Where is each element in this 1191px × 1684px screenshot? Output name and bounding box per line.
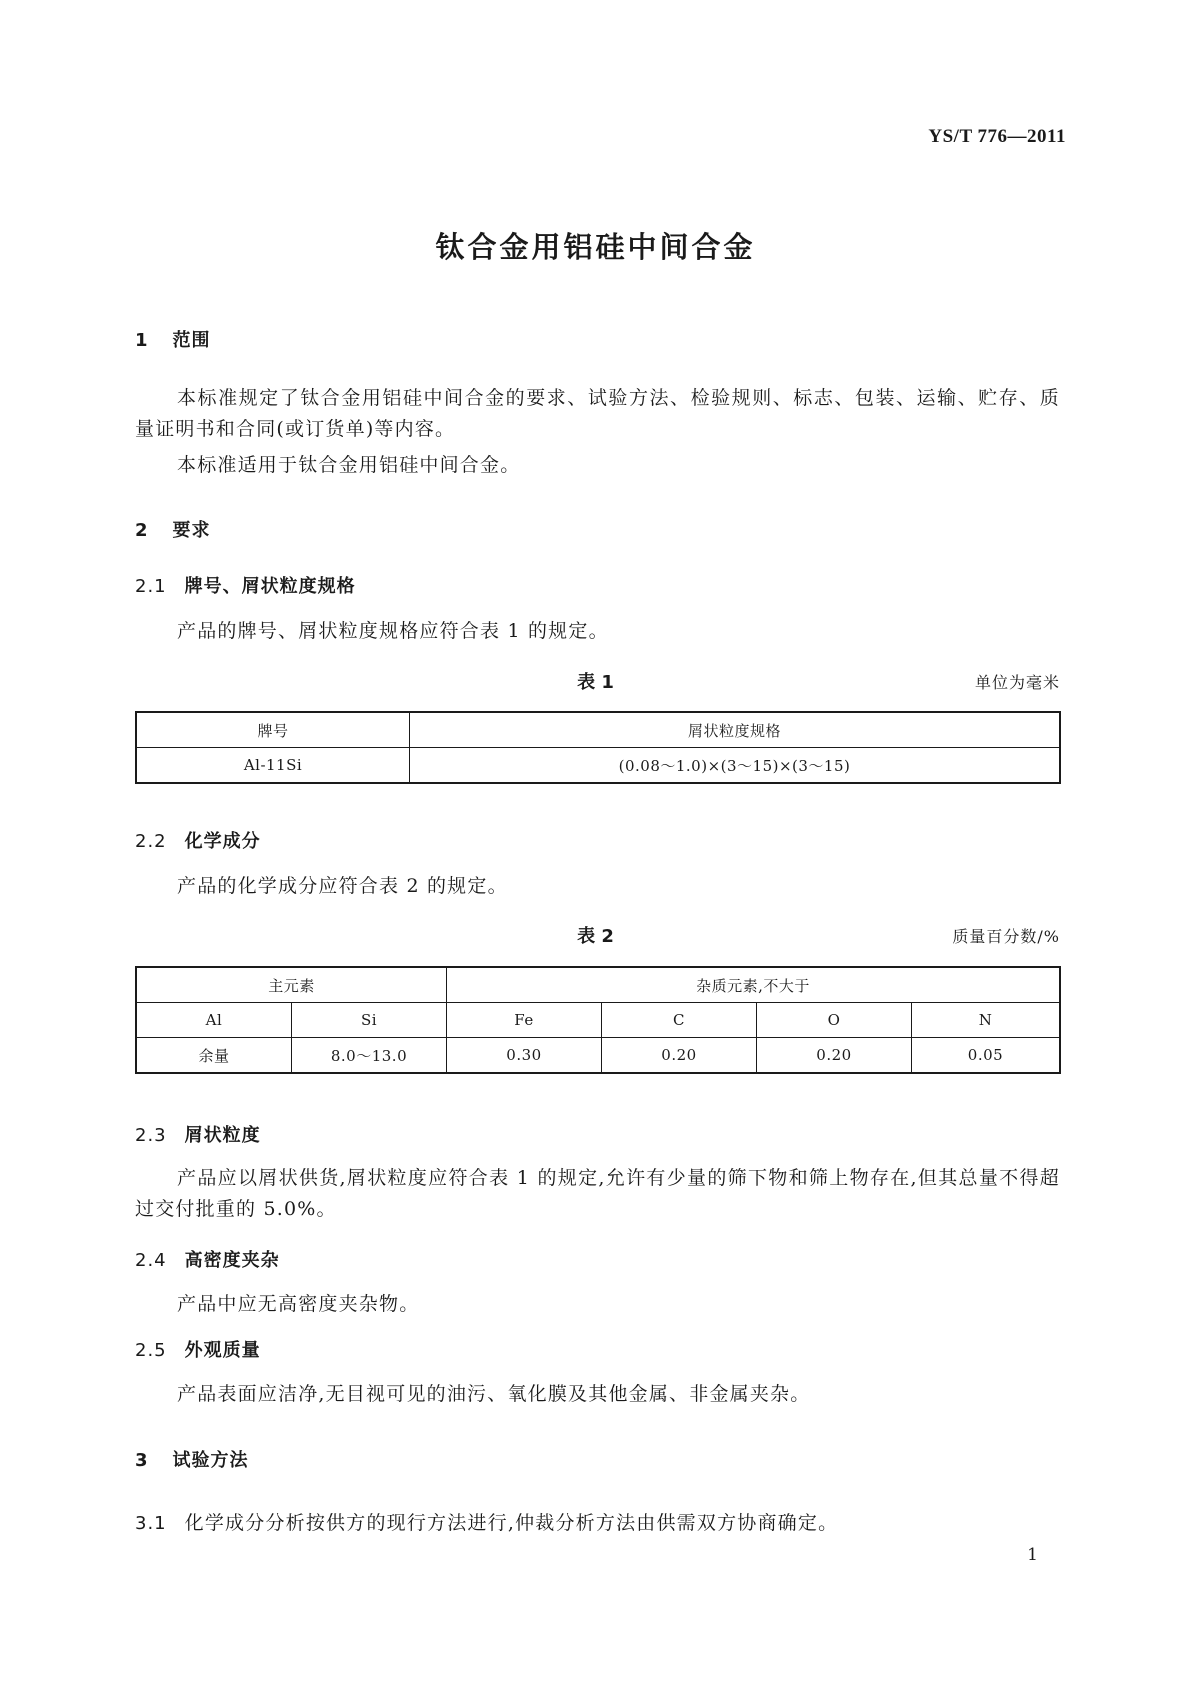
table-2-value-al: 余量	[136, 1038, 292, 1074]
table-1-header-grade: 牌号	[136, 712, 410, 748]
section-1-heading	[135, 326, 211, 352]
section-2-3-para: 产品应以屑状供货,屑状粒度应符合表 1 的规定,允许有少量的筛下物和筛上物存在,但其总量不得超过交付批重的 5.0%。	[135, 1167, 1060, 1220]
page-number: 1	[1027, 1545, 1038, 1565]
table-2-element-al: Al	[136, 1003, 292, 1038]
table-2-element-c: C	[602, 1003, 757, 1038]
section-3-number: 3	[135, 1450, 149, 1471]
section-2-heading	[135, 516, 211, 542]
section-2-5-heading	[135, 1336, 261, 1362]
table-2-caption: 表 2	[577, 926, 614, 947]
table-2-value-n: 0.05	[912, 1038, 1061, 1074]
table-1-cell-spec: (0.08～1.0)×(3～15)×(3～15)	[410, 748, 1061, 784]
section-2-title: 要求	[172, 520, 211, 541]
section-2-3-heading	[135, 1121, 261, 1147]
table-1-header-spec: 屑状粒度规格	[410, 712, 1061, 748]
section-1-para-1: 本标准规定了钛合金用铝硅中间合金的要求、试验方法、检验规则、标志、包装、运输、贮存、质量证明书和合同(或订货单)等内容。	[135, 387, 1060, 440]
section-3-1-text: 化学成分分析按供方的现行方法进行,仲裁分析方法由供需双方协商确定。	[184, 1512, 839, 1534]
table-1-cell-grade: Al-11Si	[136, 748, 410, 784]
section-2-3-number: 2.3	[135, 1125, 167, 1146]
section-2-5-para: 产品表面应洁净,无目视可见的油污、氧化膜及其他金属、非金属夹杂。	[177, 1383, 811, 1405]
table-2-group-impurity: 杂质元素,不大于	[447, 967, 1061, 1003]
table-2-element-si: Si	[292, 1003, 447, 1038]
table-2-element-n: N	[912, 1003, 1061, 1038]
section-2-1-number: 2.1	[135, 576, 167, 597]
section-2-2-heading	[135, 827, 261, 853]
section-2-2-para: 产品的化学成分应符合表 2 的规定。	[177, 875, 508, 897]
section-2-5-number: 2.5	[135, 1340, 167, 1361]
table-1-unit: 单位为毫米	[974, 673, 1060, 692]
table-2	[135, 966, 1061, 1074]
document-title: 钛合金用铝硅中间合金	[435, 230, 756, 264]
section-3-1-number: 3.1	[135, 1513, 167, 1534]
table-2-value-o: 0.20	[757, 1038, 912, 1074]
table-2-element-fe: Fe	[447, 1003, 602, 1038]
table-2-value-c: 0.20	[602, 1038, 757, 1074]
section-3-title: 试验方法	[172, 1450, 249, 1471]
standard-code: YS/T 776—2011	[928, 126, 1066, 147]
table-1-caption: 表 1	[577, 672, 614, 693]
section-2-3-title: 屑状粒度	[184, 1125, 261, 1146]
section-1-para-2: 本标准适用于钛合金用铝硅中间合金。	[177, 454, 521, 476]
section-2-4-para: 产品中应无高密度夹杂物。	[177, 1293, 420, 1315]
section-2-5-title: 外观质量	[184, 1340, 261, 1361]
table-2-element-o: O	[757, 1003, 912, 1038]
section-2-1-para: 产品的牌号、屑状粒度规格应符合表 1 的规定。	[177, 620, 609, 642]
table-2-value-si: 8.0～13.0	[292, 1038, 447, 1074]
section-2-2-number: 2.2	[135, 831, 167, 852]
section-2-4-heading	[135, 1246, 280, 1272]
section-2-4-title: 高密度夹杂	[184, 1250, 280, 1271]
section-1-title: 范围	[172, 330, 211, 351]
section-2-1-title: 牌号、屑状粒度规格	[184, 576, 356, 597]
section-2-number: 2	[135, 520, 149, 541]
table-2-value-fe: 0.30	[447, 1038, 602, 1074]
table-2-unit: 质量百分数/%	[952, 927, 1060, 946]
section-2-4-number: 2.4	[135, 1250, 167, 1271]
section-3-1	[135, 1508, 838, 1535]
table-1	[135, 711, 1061, 784]
section-2-1-heading	[135, 572, 356, 598]
section-1-number: 1	[135, 330, 149, 351]
table-2-group-main: 主元素	[136, 967, 447, 1003]
section-3-heading	[135, 1446, 249, 1472]
section-2-2-title: 化学成分	[184, 831, 261, 852]
